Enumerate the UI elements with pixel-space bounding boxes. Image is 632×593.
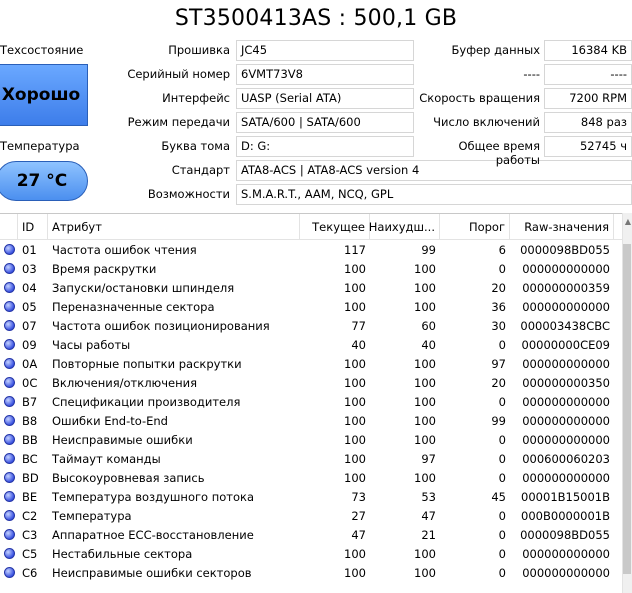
threshold-value: 0 [498,565,506,580]
threshold-value: 0 [498,394,506,409]
current-value: 40 [351,337,366,352]
current-value: 27 [351,508,366,523]
status-cell [0,491,18,502]
attribute-id: B7 [22,394,38,409]
threshold-value: 20 [491,280,506,295]
threshold-value: 20 [491,375,506,390]
table-row[interactable] [0,430,632,449]
status-dot-icon [4,567,15,578]
serial-value: 6VMT73V8 [236,64,414,85]
table-row[interactable] [0,316,632,335]
worst-value: 100 [414,299,436,314]
raw-value: 000000000000 [522,261,610,276]
attribute-name: Переназначенные сектора [52,299,215,314]
attribute-id: 03 [22,261,37,276]
threshold-value: 0 [498,261,506,276]
raw-value: 000000000000 [522,546,610,561]
rotation-value: 7200 RPM [544,88,632,109]
worst-value: 97 [421,451,436,466]
attribute-name: Время раскрутки [52,261,157,276]
firmware-value: JC45 [236,40,414,61]
raw-value: 000600060203 [522,451,610,466]
attribute-name: Неисправимые ошибки секторов [52,565,252,580]
interface-value: UASP (Serial ATA) [236,88,414,109]
worst-value: 60 [421,318,436,333]
current-value: 77 [351,318,366,333]
power-count-label: Число включений [433,115,540,129]
attribute-column-header[interactable]: Атрибут [48,214,300,239]
attribute-name: Включения/отключения [52,375,198,390]
table-row[interactable] [0,487,632,506]
status-column-header[interactable] [0,214,18,239]
raw-value: 000000000000 [522,299,610,314]
status-dot-icon [4,263,15,274]
table-header [0,214,632,240]
attribute-id: BC [22,451,38,466]
worst-value: 100 [414,432,436,447]
table-row[interactable] [0,468,632,487]
threshold-value: 0 [498,508,506,523]
table-row[interactable] [0,373,632,392]
blank-label: ---- [523,67,540,81]
attribute-id: C2 [22,508,38,523]
attribute-id: C5 [22,546,38,561]
status-cell [0,339,18,350]
drive-title: ST3500413AS : 500,1 GB [174,6,458,31]
status-cell [0,244,18,255]
serial-label: Серийный номер [127,67,230,81]
attribute-name: Ошибки End-to-End [52,413,168,428]
worst-value: 100 [414,375,436,390]
table-row[interactable] [0,335,632,354]
current-value: 100 [344,375,366,390]
status-cell [0,472,18,483]
threshold-value: 99 [491,413,506,428]
worst-value: 100 [414,546,436,561]
status-cell [0,434,18,445]
table-row[interactable] [0,449,632,468]
status-dot-icon [4,377,15,388]
status-cell [0,320,18,331]
current-value: 117 [344,242,366,257]
attribute-id: C6 [22,565,38,580]
threshold-value: 36 [491,299,506,314]
attribute-id: 04 [22,280,37,295]
attribute-id: BE [22,489,38,504]
attribute-id: 0C [22,375,38,390]
standard-label: Стандарт [171,163,230,177]
power-count-value: 848 раз [544,112,632,133]
worst-value: 47 [421,508,436,523]
attribute-id: BB [22,432,38,447]
threshold-value: 0 [498,432,506,447]
threshold-value: 0 [498,337,506,352]
drive-letter-label: Буква тома [161,139,230,153]
attribute-name: Аппаратное ECC-восстановление [52,527,254,542]
status-cell [0,301,18,312]
worst-value: 100 [414,470,436,485]
raw-value: 000000000000 [522,394,610,409]
status-cell [0,396,18,407]
attribute-name: Частота ошибок позиционирования [52,318,270,333]
table-row[interactable] [0,278,632,297]
raw-value: 000000000000 [522,565,610,580]
status-dot-icon [4,510,15,521]
attribute-id: C3 [22,527,38,542]
raw-value: 000000000000 [522,470,610,485]
attribute-name: Повторные попытки раскрутки [52,356,242,371]
features-label: Возможности [147,187,230,201]
worst-value: 99 [421,242,436,257]
raw-value: 0000098BD055 [520,242,610,257]
attribute-id: 07 [22,318,37,333]
threshold-value: 0 [498,470,506,485]
status-dot-icon [4,358,15,369]
attribute-id: 09 [22,337,37,352]
worst-column-header[interactable]: Наихудш... [370,214,440,239]
status-dot-icon [4,434,15,445]
power-hours-value: 52745 ч [544,136,632,157]
status-cell [0,510,18,521]
power-hours-label: Общее время работы [458,139,540,167]
worst-value: 53 [421,489,436,504]
firmware-label: Прошивка [168,43,230,57]
current-value: 100 [344,356,366,371]
id-column-header[interactable]: ID [18,214,48,239]
current-value: 100 [344,470,366,485]
status-cell [0,358,18,369]
current-value: 100 [344,261,366,276]
attribute-name: Спецификации производителя [52,394,241,409]
attribute-name: Высокоуровневая запись [52,470,205,485]
status-cell [0,529,18,540]
table-row[interactable] [0,392,632,411]
table-body [0,240,632,582]
raw-column-header[interactable]: Raw-значения [510,214,614,239]
worst-value: 100 [414,413,436,428]
current-value: 100 [344,565,366,580]
status-dot-icon [4,491,15,502]
attribute-name: Запуски/остановки шпинделя [52,280,235,295]
interface-label: Интерфейс [162,91,230,105]
status-dot-icon [4,396,15,407]
buffer-label: Буфер данных [451,43,540,57]
status-dot-icon [4,339,15,350]
status-dot-icon [4,548,15,559]
attribute-name: Неисправимые ошибки [52,432,193,447]
threshold-column-header[interactable]: Порог [440,214,510,239]
worst-value: 100 [414,394,436,409]
transfer-mode-value: SATA/600 | SATA/600 [236,112,414,133]
attribute-name: Частота ошибок чтения [52,242,197,257]
table-row[interactable] [0,563,632,582]
scroll-up-icon[interactable]: ▲ [624,217,631,226]
status-cell [0,548,18,559]
status-cell [0,415,18,426]
status-cell [0,567,18,578]
worst-value: 100 [414,280,436,295]
table-row[interactable] [0,544,632,563]
current-value: 47 [351,527,366,542]
status-cell [0,263,18,274]
features-value: S.M.A.R.T., AAM, NCQ, GPL [236,184,632,205]
raw-value: 000000000350 [522,375,610,390]
attribute-name: Таймаут команды [52,451,161,466]
temperature-label: Температура [0,139,80,153]
attribute-name: Температура [52,508,132,523]
raw-value: 00000000CE09 [521,337,610,352]
status-cell [0,282,18,293]
worst-value: 100 [414,356,436,371]
table-row[interactable] [0,259,632,278]
table-row[interactable] [0,354,632,373]
current-value: 100 [344,432,366,447]
raw-value: 000000000359 [522,280,610,295]
threshold-value: 97 [491,356,506,371]
raw-value: 000000000000 [522,356,610,371]
current-value: 100 [344,546,366,561]
attribute-name: Нестабильные сектора [52,546,193,561]
buffer-value: 16384 KB [544,40,632,61]
status-dot-icon [4,244,15,255]
raw-value: 000000000000 [522,413,610,428]
table-row[interactable] [0,240,632,259]
table-row[interactable] [0,411,632,430]
threshold-value: 0 [498,527,506,542]
threshold-value: 6 [498,242,506,257]
table-row[interactable] [0,297,632,316]
health-label: Техсостояние [0,43,84,57]
attribute-name: Часы работы [52,337,131,352]
worst-value: 21 [421,527,436,542]
transfer-mode-label: Режим передачи [127,115,230,129]
current-value: 100 [344,413,366,428]
status-dot-icon [4,415,15,426]
scrollbar-thumb[interactable] [623,244,631,574]
current-value: 100 [344,280,366,295]
attribute-id: BD [22,470,39,485]
status-cell [0,453,18,464]
table-row[interactable] [0,525,632,544]
attribute-id: B8 [22,413,38,428]
attribute-id: 05 [22,299,37,314]
current-column-header[interactable]: Текущее [300,214,370,239]
status-dot-icon [4,529,15,540]
rotation-label: Скорость вращения [419,91,540,105]
status-dot-icon [4,301,15,312]
raw-value: 000000000000 [522,432,610,447]
current-value: 100 [344,451,366,466]
threshold-value: 45 [491,489,506,504]
status-dot-icon [4,320,15,331]
threshold-value: 30 [491,318,506,333]
worst-value: 100 [414,565,436,580]
status-dot-icon [4,282,15,293]
current-value: 100 [344,299,366,314]
blank-value: ---- [544,64,632,85]
temperature-button[interactable]: 27 °C [0,161,88,201]
raw-value: 000B0000001B [521,508,610,523]
standard-value: ATA8-ACS | ATA8-ACS version 4 [236,160,632,181]
current-value: 100 [344,394,366,409]
worst-value: 100 [414,261,436,276]
attribute-id: 0A [22,356,38,371]
attribute-name: Температура воздушного потока [52,489,255,504]
raw-value: 000003438CBC [520,318,610,333]
status-dot-icon [4,453,15,464]
health-status-button[interactable]: Хорошо [0,64,88,126]
smart-table [0,213,632,593]
drive-letter-value: D: G: [236,136,414,157]
attribute-id: 01 [22,242,37,257]
current-value: 73 [351,489,366,504]
threshold-value: 0 [498,546,506,561]
raw-value: 0000098BD055 [520,527,610,542]
status-dot-icon [4,472,15,483]
threshold-value: 0 [498,451,506,466]
worst-value: 40 [421,337,436,352]
raw-value: 00001B15001B [521,489,610,504]
table-row[interactable] [0,506,632,525]
status-cell [0,377,18,388]
